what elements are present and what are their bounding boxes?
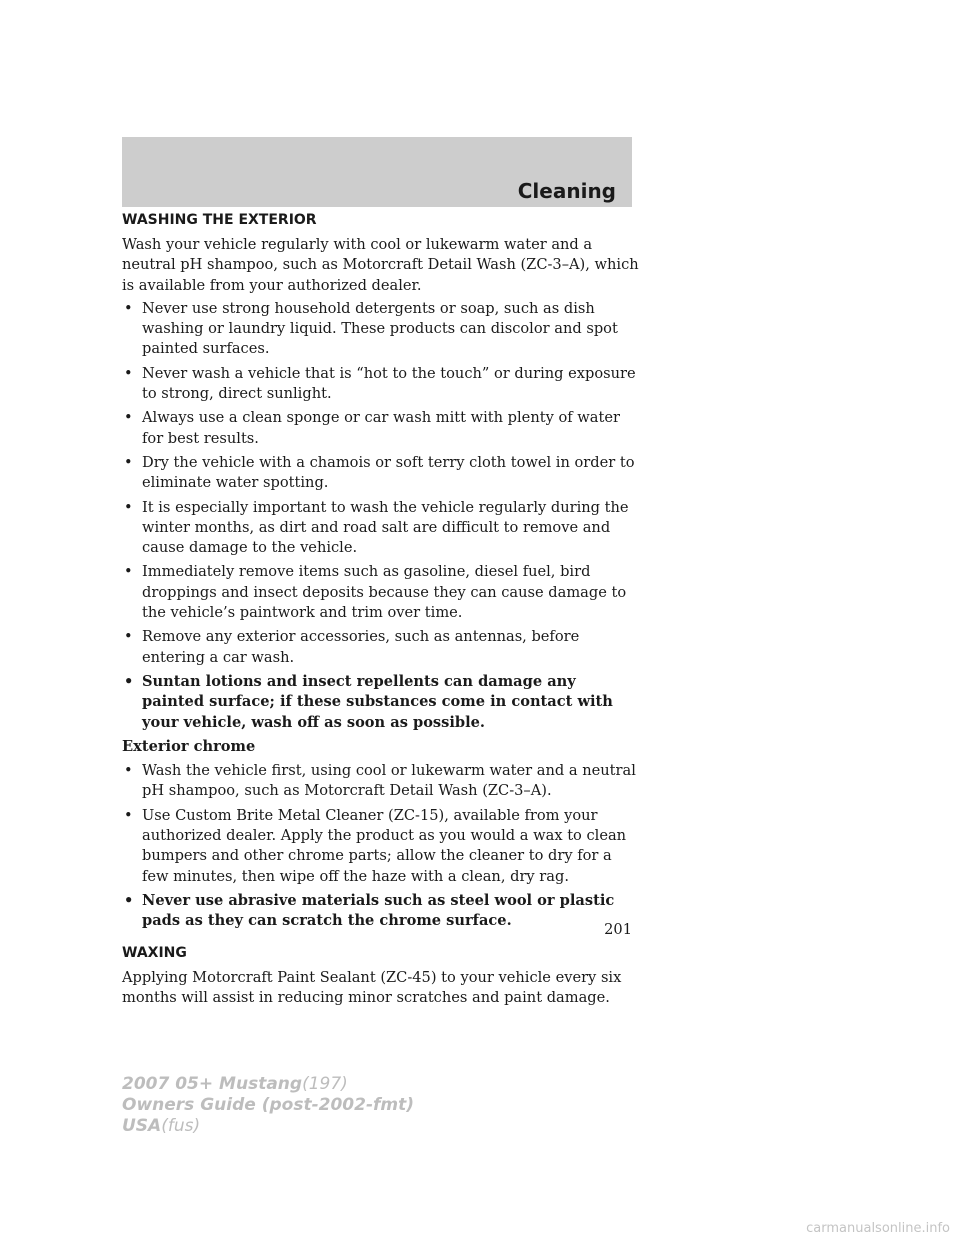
list-item-text: Immediately remove items such as gasoline, diesel fuel, bird droppings and insect deposits because they can cause damage to the vehicle’s paintwork and trim over time. [142, 563, 627, 622]
chrome-heading: Exterior chrome [122, 737, 256, 755]
list-item-warning [122, 891, 642, 932]
bullet-icon: • [124, 364, 133, 382]
list-item [122, 761, 642, 802]
list-item [122, 498, 642, 559]
footer-market-code: (fus) [161, 1116, 201, 1136]
footer-model: 2007 05+ Mustang [122, 1074, 303, 1094]
list-item-text: Never use abrasive materials such as steel wool or plastic pads as they can scratch the chrome surface. [142, 891, 615, 930]
list-item [122, 364, 642, 405]
bullet-icon: • [124, 453, 133, 471]
footer-guide: Owners Guide (post-2002-fmt) [122, 1095, 415, 1115]
list-item [122, 562, 642, 623]
bullet-icon: • [124, 806, 133, 824]
washing-heading: WASHING THE EXTERIOR [122, 212, 317, 228]
bullet-icon: • [124, 498, 133, 516]
bullet-icon: • [124, 628, 133, 646]
washing-intro: Wash your vehicle regularly with cool or lukewarm water and a neutral pH shampoo, such as Motorcraft Detail Wash (ZC-3–A), which is available from your authorized dealer. [122, 236, 639, 294]
list-item [122, 408, 642, 449]
list-item-text: Dry the vehicle with a chamois or soft terry cloth towel in order to eliminate water spotting. [142, 453, 635, 492]
footer-market: USA [122, 1116, 162, 1136]
section-header-band [122, 137, 632, 207]
page-content [122, 210, 642, 1008]
list-item-text: Wash the vehicle first, using cool or lukewarm water and a neutral pH shampoo, such as Motorcraft Detail Wash (ZC-3–A). [142, 762, 636, 800]
list-item-text: Never wash a vehicle that is “hot to the touch” or during exposure to strong, direct sunlight. [142, 364, 636, 403]
document-footer [122, 1074, 414, 1137]
section-title: Cleaning [517, 179, 616, 203]
footer-line-model [122, 1074, 414, 1095]
washing-bullet-list [122, 299, 642, 733]
bullet-icon: • [124, 299, 133, 317]
list-item-text: Use Custom Brite Metal Cleaner (ZC-15), available from your authorized dealer. Apply the product as you would a wax to clean bumpers and other chrome parts; allow the cleaner to dry for a few minutes, then wipe off the haze with a clean, dry rag. [142, 806, 627, 885]
footer-line-guide [122, 1095, 414, 1116]
bullet-icon: • [124, 672, 134, 690]
footer-model-code: (197) [302, 1074, 348, 1094]
waxing-text: Applying Motorcraft Paint Sealant (ZC-45) to your vehicle every six months will assist in reducing minor scratches and paint damage. [122, 968, 622, 1006]
footer-line-market [122, 1116, 414, 1137]
bullet-icon: • [124, 762, 133, 780]
watermark-text: carmanualsonline.info [806, 1221, 950, 1236]
bullet-icon: • [124, 891, 134, 909]
list-item-text: Remove any exterior accessories, such as antennas, before entering a car wash. [142, 628, 580, 666]
list-item-text: Never use strong household detergents or soap, such as dish washing or laundry liquid. These products can discolor and spot painted surfaces. [142, 299, 618, 358]
bullet-icon: • [124, 563, 133, 581]
list-item [122, 806, 642, 887]
list-item [122, 627, 642, 668]
list-item [122, 299, 642, 360]
bullet-icon: • [124, 409, 133, 427]
list-item [122, 453, 642, 494]
list-item-warning [122, 672, 642, 733]
waxing-heading: WAXING [122, 944, 187, 961]
list-item-text: Always use a clean sponge or car wash mitt with plenty of water for best results. [142, 409, 620, 447]
list-item-text: Suntan lotions and insect repellents can damage any painted surface; if these substances come in contact with your vehicle, wash off as soon as possible. [142, 672, 613, 731]
page-number: 201 [604, 921, 632, 938]
list-item-text: It is especially important to wash the vehicle regularly during the winter months, as dirt and road salt are difficult to remove and cause damage to the vehicle. [142, 498, 629, 557]
chrome-bullet-list [122, 761, 642, 931]
